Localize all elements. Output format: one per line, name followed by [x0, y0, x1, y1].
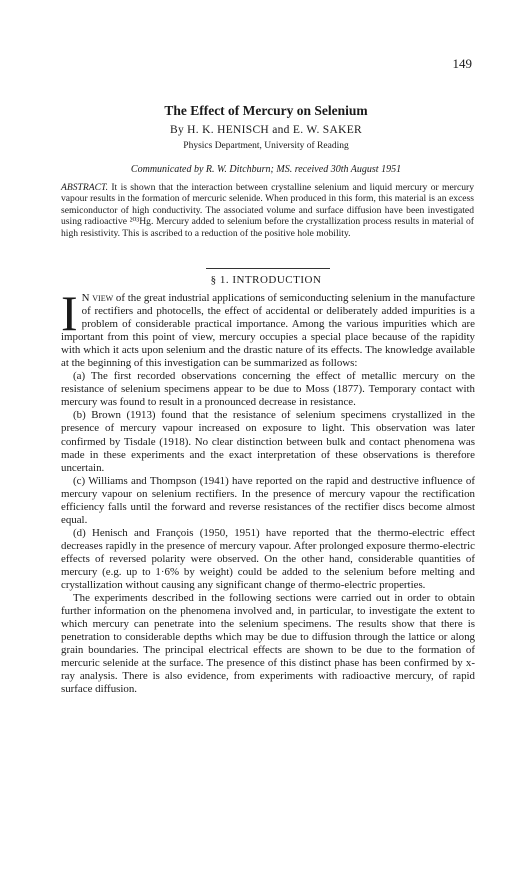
abstract-label: ABSTRACT.	[61, 182, 108, 193]
abstract	[61, 182, 474, 239]
authors: By H. K. HENISCH and E. W. SAKER	[169, 124, 362, 136]
communication-line: Communicated by R. W. Ditchburn; MS. received 30th August 1951	[130, 164, 402, 175]
intro-smallcaps: N view	[81, 292, 114, 304]
body-text	[61, 285, 476, 696]
abstract-text: It is shown that the interaction between crystalline selenium and liquid mercury or mercury vapour results in the formation of mercuric selenide. When produced in this form, this material is an excess semiconductor of high conductivity. The associated volume and surface diffusion have been investigated using radioactive ²⁰³Hg. Mercury added to selenium before the crystallization process results in material of high resistivity. This is ascribed to a reduction of the positive hole mobility.	[61, 182, 474, 239]
paragraph-c: (c) Williams and Thompson (1941) have reported on the rapid and destructive influence of mercury vapour on selenium rectifiers. In the presence of mercury vapour the rectification efficiency falls until the forward and reverse resistances of the rectifier discs become almost equal.	[61, 474, 475, 526]
intro-text: of the great industrial applications of semiconducting selenium in the manufacture of rectifiers and photocells, the effect of accidental or deliberately added impurities is a problem of considerable practical importance. Among the various impurities which are important from this point of view, mercury occupies a special place because of the rapidity with which it acts upon selenium and the drastic nature of its effects. The knowledge available at the beginning of this investigation can be summarized as follows:	[61, 292, 476, 370]
paragraph-d: (d) Henisch and François (1950, 1951) have reported that the thermo-electric effect decreases rapidly in the presence of mercury vapour. After prolonged exposure thermo-electric effects of reversed polarity were observed. On the other hand, considerable quantities of mercury (e.g. up to 1·6% by weight) could be added to the selenium before melting and crystallization without causing any significant change of thermo-electric properties.	[61, 526, 475, 592]
paragraph-experiments: The experiments described in the following sections were carried out in order to obtain further information on the phenomena involved and, in particular, to investigate the extent to which mercury can penetrate into the selenium specimens. The results show that there is penetration to considerable depths which may be due to diffusion through the lattice or along grain boundaries. The principal electrical effects are shown to be due to the formation of mercuric selenide at the surface. The presence of this distinct phase has been confirmed by x-ray analysis. There is also evidence, from experiments with radioactive mercury, of rapid surface diffusion.	[61, 592, 475, 696]
drop-cap: I	[61, 285, 78, 341]
paper-title: The Effect of Mercury on Selenium	[164, 103, 368, 118]
intro-paragraph	[61, 285, 476, 370]
page-number: 149	[452, 56, 472, 71]
section-divider	[206, 268, 330, 269]
paragraph-b: (b) Brown (1913) found that the resistance of selenium specimens crystallized in the presence of mercury vapour increased on exposure to light. This observation was later confirmed by Tisdale (1918). No clear distinction between bulk and contact phenomena was made in these experiments and the exact interpretation of these observations is therefore uncertain.	[61, 409, 475, 474]
section-heading: § 1. INTRODUCTION	[210, 274, 322, 286]
affiliation: Physics Department, University of Reading	[183, 141, 349, 151]
paragraph-a: (a) The first recorded observations concerning the effect of metallic mercury on the resistance of selenium specimens appear to be due to Moss (1877). Temporary contact with mercury was found to result in a pronounced decrease in resistance.	[61, 370, 475, 409]
